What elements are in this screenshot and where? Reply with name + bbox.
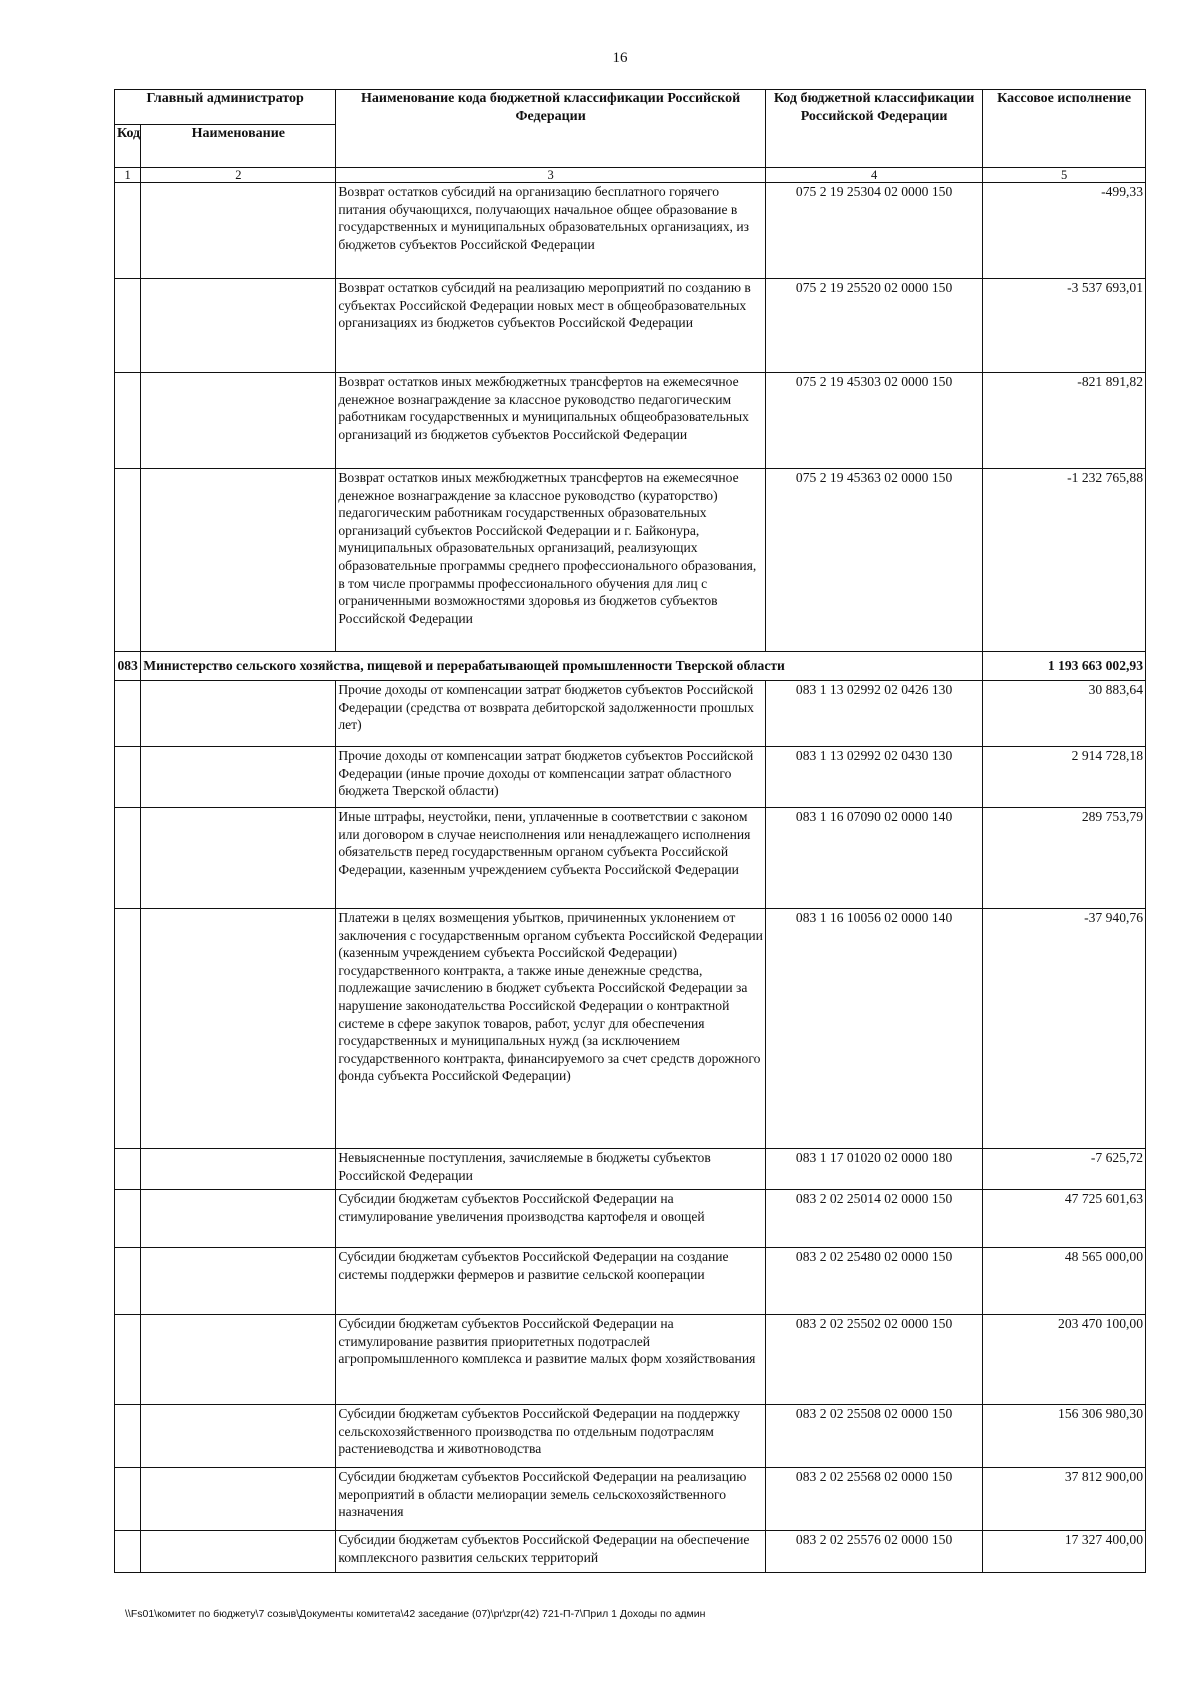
col-number: 3 <box>336 168 766 183</box>
row-code: 075 2 19 45303 02 0000 150 <box>765 373 982 469</box>
row-amount: 156 306 980,30 <box>983 1405 1146 1468</box>
row-name: Платежи в целях возмещения убытков, причиненных уклонением от заключения с государственным органом субъекта Российской Федерации (казенным учреждением субъекта Российской Федерации) государственного контракта, а также иные денежные средства, подлежащие зачислению в бюджет субъекта Российской Федерации за нарушение законодательства Российской Федерации о контрактной системе в сфере закупок товаров, работ, услуг для обеспечения государственных и муниципальных нужд (за исключением государственного контракта, финансируемого за счет средств дорожного фонда субъекта Российской Федерации) <box>336 909 766 1149</box>
table-row <box>115 1315 1146 1405</box>
table-row <box>115 279 1146 373</box>
table-row <box>115 1149 1146 1190</box>
page-number: 16 <box>612 50 628 66</box>
table-row <box>115 681 1146 747</box>
table-row <box>115 469 1146 652</box>
file-path-footer: \\Fs01\комитет по бюджету\7 созыв\Документы комитета\42 заседание (07)\pr\zpr(42) 721-П-7\Прил 1 Доходы по админ <box>125 1608 706 1620</box>
row-code: 083 1 16 10056 02 0000 140 <box>765 909 982 1149</box>
row-amount: -3 537 693,01 <box>983 279 1146 373</box>
row-amount: 17 327 400,00 <box>983 1531 1146 1573</box>
row-name: Субсидии бюджетам субъектов Российской Федерации на обеспечение комплексного развития сельских территорий <box>336 1531 766 1573</box>
header-name: Наименование <box>141 125 336 168</box>
header-execution: Кассовое исполнение <box>983 90 1146 168</box>
row-code: 083 2 02 25576 02 0000 150 <box>765 1531 982 1573</box>
ministry-amount: 1 193 663 002,93 <box>983 652 1146 681</box>
row-code: 075 2 19 25520 02 0000 150 <box>765 279 982 373</box>
col-number: 5 <box>983 168 1146 183</box>
row-name: Иные штрафы, неустойки, пени, уплаченные в соответствии с законом или договором в случае неисполнения или ненадлежащего исполнения обязательств перед государственным органом субъекта Российской Федерации, казенным учреждением субъекта Российской Федерации <box>336 808 766 909</box>
table-row <box>115 1468 1146 1531</box>
row-name: Субсидии бюджетам субъектов Российской Федерации на стимулирование увеличения производства картофеля и овощей <box>336 1190 766 1248</box>
ministry-row <box>115 652 1146 681</box>
row-code: 083 1 13 02992 02 0430 130 <box>765 747 982 808</box>
header-chief-admin: Главный администратор <box>115 90 336 125</box>
budget-table <box>114 89 1146 1573</box>
row-name: Субсидии бюджетам субъектов Российской Федерации на поддержку сельскохозяйственного производства по отдельным подотраслям растениеводства и животноводства <box>336 1405 766 1468</box>
header-kbk-name: Наименование кода бюджетной классификации Российской Федерации <box>336 90 766 168</box>
row-name: Субсидии бюджетам субъектов Российской Федерации на реализацию мероприятий в области мелиорации земель сельскохозяйственного назначения <box>336 1468 766 1531</box>
row-name: Субсидии бюджетам субъектов Российской Федерации на стимулирование развития приоритетных подотраслей агропромышленного комплекса и развитие малых форм хозяйствования <box>336 1315 766 1405</box>
table-row <box>115 373 1146 469</box>
row-amount: 47 725 601,63 <box>983 1190 1146 1248</box>
row-amount: -821 891,82 <box>983 373 1146 469</box>
row-amount: 30 883,64 <box>983 681 1146 747</box>
row-name: Возврат остатков субсидий на организацию бесплатного горячего питания обучающихся, получающих начальное общее образование в государственных и муниципальных образовательных организациях, из бюджетов субъектов Российской Федерации <box>336 183 766 279</box>
row-code: 083 2 02 25014 02 0000 150 <box>765 1190 982 1248</box>
header-kbk-code: Код бюджетной классификации Российской Федерации <box>765 90 982 168</box>
header-code: Код <box>115 125 141 168</box>
row-code: 075 2 19 25304 02 0000 150 <box>765 183 982 279</box>
table-row <box>115 1405 1146 1468</box>
row-amount: 203 470 100,00 <box>983 1315 1146 1405</box>
row-name: Возврат остатков иных межбюджетных трансфертов на ежемесячное денежное вознаграждение за классное руководство педагогическим работникам государственных и муниципальных общеобразовательных организаций из бюджетов субъектов Российской Федерации <box>336 373 766 469</box>
row-amount: -7 625,72 <box>983 1149 1146 1190</box>
row-amount: -37 940,76 <box>983 909 1146 1149</box>
row-code: 083 1 13 02992 02 0426 130 <box>765 681 982 747</box>
row-amount: -499,33 <box>983 183 1146 279</box>
row-amount: 2 914 728,18 <box>983 747 1146 808</box>
row-code: 083 2 02 25480 02 0000 150 <box>765 1248 982 1315</box>
row-code: 083 1 17 01020 02 0000 180 <box>765 1149 982 1190</box>
row-amount: 289 753,79 <box>983 808 1146 909</box>
row-code: 075 2 19 45363 02 0000 150 <box>765 469 982 652</box>
row-name: Прочие доходы от компенсации затрат бюджетов субъектов Российской Федерации (иные прочие доходы от компенсации затрат областного бюджета Тверской области) <box>336 747 766 808</box>
row-amount: -1 232 765,88 <box>983 469 1146 652</box>
col-number: 1 <box>115 168 141 183</box>
row-code: 083 2 02 25508 02 0000 150 <box>765 1405 982 1468</box>
row-amount: 37 812 900,00 <box>983 1468 1146 1531</box>
row-code: 083 2 02 25568 02 0000 150 <box>765 1468 982 1531</box>
row-name: Возврат остатков иных межбюджетных трансфертов на ежемесячное денежное вознаграждение за классное руководство (кураторство) педагогическим работникам государственных образовательных организаций субъектов Российской Федерации и г. Байконура, муниципальных образовательных организаций, реализующих образовательные программы среднего профессионального образования, в том числе программы профессионального обучения для лиц с ограниченными возможностями здоровья из бюджетов субъектов Российской Федерации <box>336 469 766 652</box>
row-code: 083 2 02 25502 02 0000 150 <box>765 1315 982 1405</box>
table-row <box>115 1190 1146 1248</box>
col-number: 4 <box>765 168 982 183</box>
col-number: 2 <box>141 168 336 183</box>
table-row <box>115 183 1146 279</box>
row-name: Возврат остатков субсидий на реализацию мероприятий по созданию в субъектах Российской Федерации новых мест в общеобразовательных организациях из бюджетов субъектов Российской Федерации <box>336 279 766 373</box>
table-row <box>115 747 1146 808</box>
table-row <box>115 909 1146 1149</box>
table-row <box>115 1248 1146 1315</box>
row-amount: 48 565 000,00 <box>983 1248 1146 1315</box>
row-name: Субсидии бюджетам субъектов Российской Федерации на создание системы поддержки фермеров и развитие сельской кооперации <box>336 1248 766 1315</box>
ministry-code: 083 <box>115 652 141 681</box>
row-name: Невыясненные поступления, зачисляемые в бюджеты субъектов Российской Федерации <box>336 1149 766 1190</box>
ministry-name: Министерство сельского хозяйства, пищевой и перерабатывающей промышленности Тверской области <box>141 652 983 681</box>
table-row <box>115 1531 1146 1573</box>
row-code: 083 1 16 07090 02 0000 140 <box>765 808 982 909</box>
row-name: Прочие доходы от компенсации затрат бюджетов субъектов Российской Федерации (средства от возврата дебиторской задолженности прошлых лет) <box>336 681 766 747</box>
table-row <box>115 808 1146 909</box>
